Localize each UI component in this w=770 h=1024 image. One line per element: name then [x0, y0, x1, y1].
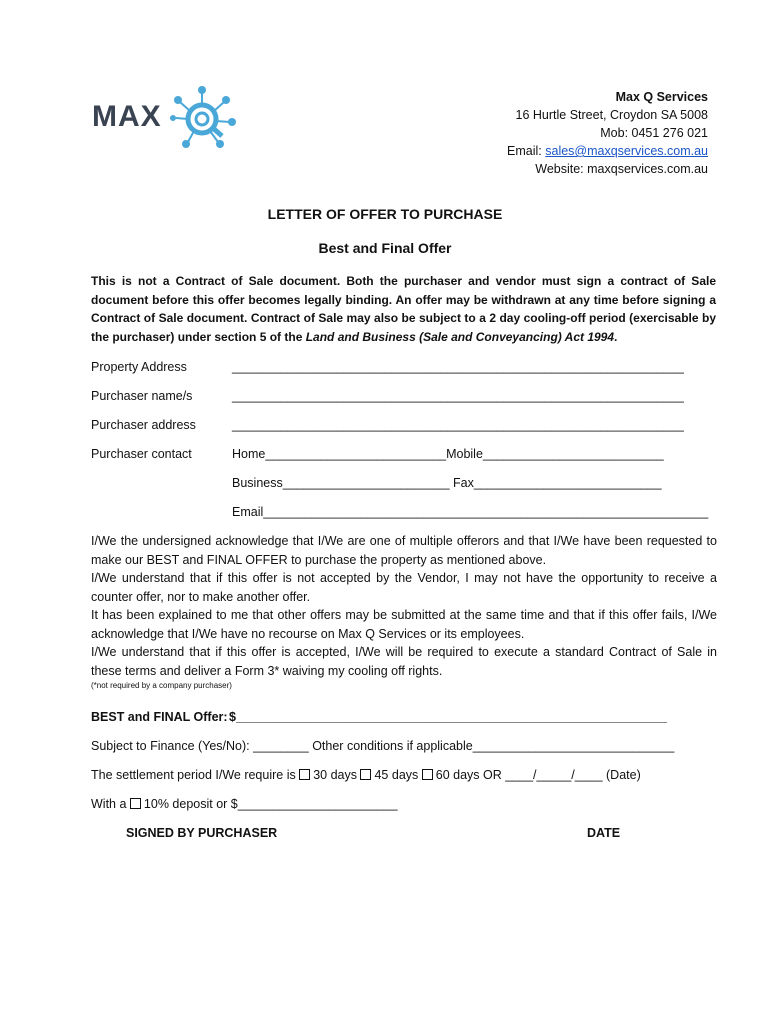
footnote: (*not required by a company purchaser): [91, 681, 232, 690]
business-fax-line[interactable]: Business________________________ Fax___________________________: [232, 476, 662, 490]
company-logo: [92, 84, 242, 154]
email-line[interactable]: Email________________________________________________________________: [232, 505, 709, 519]
company-address: 16 Hurtle Street, Croydon SA 5008: [515, 108, 708, 122]
checkbox-60-days[interactable]: [422, 769, 433, 780]
document-subtitle: Best and Final Offer: [318, 240, 452, 256]
company-name: Max Q Services: [615, 90, 708, 104]
signed-by-purchaser: SIGNED BY PURCHASER: [126, 826, 278, 840]
company-info: [507, 88, 708, 178]
deposit-option: 10% deposit or $_______________________: [143, 797, 398, 811]
molecule-icon: [166, 84, 242, 154]
purchaser-contact-label: Purchaser contact: [91, 447, 192, 461]
purchaser-address-label: Purchaser address: [91, 418, 196, 432]
intro-text: This is not a Contract of Sale document. Both the purchaser and vendor must sign a contract of Sale document before this offer becomes legally binding. An offer may be withdrawn at any time before signing a Contract of Sale document. Contract of Sale may also be subject to a 2 day cooling-off period (exercisable by the purchaser) under section 5 of the: [91, 274, 716, 344]
checkbox-deposit[interactable]: [130, 798, 141, 809]
option-60-days: 60 days OR ____/_____/____ (Date): [435, 768, 641, 782]
deposit-line: [91, 796, 398, 812]
checkbox-30-days[interactable]: [299, 769, 310, 780]
ack-paragraph-3: It has been explained to me that other offers may be submitted at the same time and that if this offer fails, I/We acknowledge that I/We have no recourse on Max Q Services or its employees.: [91, 608, 717, 641]
offer-label: BEST and FINAL Offer:: [91, 710, 228, 724]
option-45-days: 45 days: [374, 768, 419, 782]
checkbox-45-days[interactable]: [360, 769, 371, 780]
email-label: Email:: [507, 144, 546, 158]
act-name: Land and Business (Sale and Conveyancing) Act 1994: [305, 329, 615, 344]
date-label: DATE: [587, 826, 621, 840]
purchaser-address-line[interactable]: _________________________________________________________________: [232, 418, 684, 432]
ack-paragraph-1: I/We the undersigned acknowledge that I/We are one of multiple offerors and that I/We have been requested to make our BEST and FINAL OFFER to purchase the property as mentioned above.: [91, 534, 717, 567]
offer-amount-line[interactable]: $______________________________________________________________: [229, 710, 667, 724]
email-link[interactable]: sales@maxqservices.com.au: [545, 144, 708, 158]
home-mobile-line[interactable]: Home__________________________Mobile__________________________: [232, 447, 664, 461]
company-website: Website: maxqservices.com.au: [535, 162, 708, 176]
ack-paragraph-2: I/We understand that if this offer is not accepted by the Vendor, I may not have the opportunity to receive a counter offer, nor to make another offer.: [91, 571, 717, 604]
logo-text: MAX: [92, 100, 162, 133]
acknowledgements: [91, 532, 717, 680]
deposit-label: With a: [91, 797, 127, 811]
document-title: LETTER OF OFFER TO PURCHASE: [267, 206, 503, 222]
purchaser-names-label: Purchaser name/s: [91, 389, 193, 403]
company-email-line: [507, 142, 708, 160]
settlement-label: The settlement period I/We require is: [91, 768, 296, 782]
ack-paragraph-4: I/We understand that if this offer is accepted, I/We will be required to execute a standard Contract of Sale in these terms and deliver a Form 3* waiving my cooling off rights.: [91, 645, 717, 678]
finance-line[interactable]: Subject to Finance (Yes/No): ________ Other conditions if applicable_____________________________: [91, 739, 675, 753]
intro-end: .: [614, 329, 618, 344]
property-address-label: Property Address: [91, 360, 187, 374]
option-30-days: 30 days: [313, 768, 357, 782]
property-address-line[interactable]: _________________________________________________________________: [232, 360, 684, 374]
purchaser-names-line[interactable]: _________________________________________________________________: [232, 389, 684, 403]
company-mobile: Mob: 0451 276 021: [600, 126, 708, 140]
intro-disclaimer: [91, 272, 716, 346]
settlement-line: [91, 767, 641, 783]
